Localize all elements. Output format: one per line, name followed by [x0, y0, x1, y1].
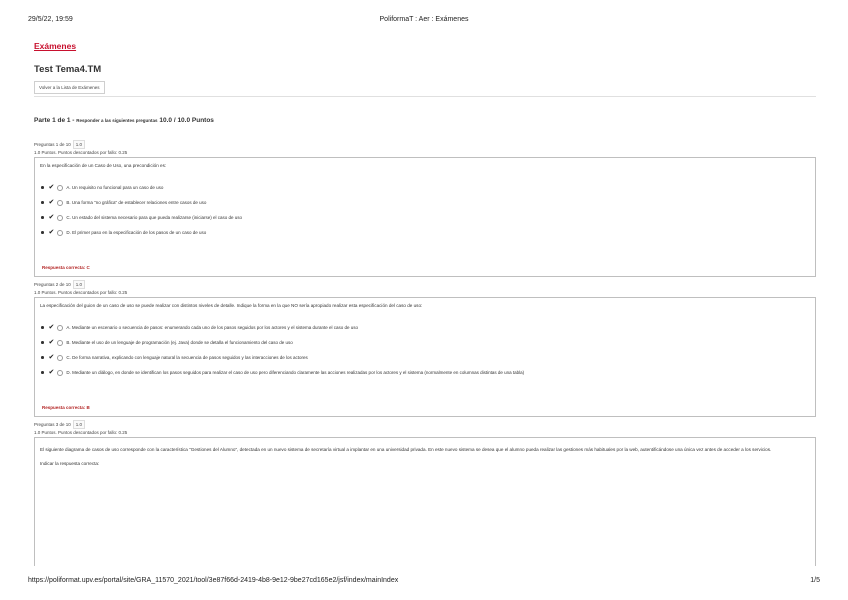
option-label: A. Un requisito no funcional para un caso de uso — [66, 185, 164, 190]
check-icon: ✔ — [48, 184, 55, 191]
radio-button[interactable] — [57, 230, 63, 236]
check-icon: ✔ — [48, 324, 55, 331]
option-a[interactable] — [41, 320, 815, 335]
radio-button[interactable] — [57, 340, 63, 346]
question-text: En la especificación de un Caso de Uso, una precondición es: — [40, 163, 167, 168]
bullet-icon — [41, 356, 44, 359]
check-icon: ✔ — [48, 214, 55, 221]
question-score-badge: 1.0 — [73, 280, 85, 289]
option-label: A. Mediante un escenario o secuencia de pasos: enumerando cada uno de los pasos seguidos por los actores y el sistema durante el caso de uso — [66, 325, 359, 330]
check-icon: ✔ — [48, 339, 55, 346]
check-icon: ✔ — [48, 369, 55, 376]
radio-button[interactable] — [57, 185, 63, 191]
radio-button[interactable] — [57, 200, 63, 206]
option-c[interactable] — [41, 210, 815, 225]
print-footer — [28, 577, 820, 589]
option-a[interactable] — [41, 180, 815, 195]
test-title: Test Tema4.TM — [34, 64, 102, 75]
question-2 — [34, 280, 816, 417]
check-icon: ✔ — [48, 354, 55, 361]
options-list — [41, 180, 815, 240]
bullet-icon — [41, 201, 44, 204]
print-page-number: 1/5 — [810, 577, 820, 584]
check-icon: ✔ — [48, 229, 55, 236]
question-points: 1.0 Puntos. Puntos descontados por fallo: 0.25 — [34, 150, 128, 155]
back-to-list-button[interactable]: Volver a la Lista de Exámenes — [34, 81, 105, 94]
bullet-icon — [41, 231, 44, 234]
part-title: Parte 1 de 1 - — [34, 117, 75, 124]
question-number: Preguntas 2 de 10 — [34, 282, 71, 287]
question-meta — [34, 420, 816, 429]
part-subtitle: Responder a las siguientes preguntas — [76, 118, 158, 123]
question-points: 1.0 Puntos. Puntos descontados por fallo: 0.25 — [34, 430, 128, 435]
question-prompt: Indicar la respuesta correcta: — [40, 461, 100, 466]
options-list — [41, 320, 815, 380]
print-datetime: 29/5/22, 19:59 — [28, 16, 73, 23]
option-label: B. Mediante el uso de un lenguaje de programación (ej. Java) donde se detalla el funcionamiento del caso de uso — [66, 340, 293, 345]
question-meta — [34, 140, 816, 149]
bullet-icon — [41, 186, 44, 189]
question-box — [34, 437, 816, 566]
question-score-badge: 1.0 — [73, 420, 85, 429]
divider — [34, 96, 816, 97]
option-label: B. Una forma "no gráfica" de establecer relaciones entre casos de uso — [66, 200, 207, 205]
option-d[interactable] — [41, 365, 815, 380]
question-1 — [34, 140, 816, 277]
radio-button[interactable] — [57, 325, 63, 331]
bullet-icon — [41, 371, 44, 374]
main-content — [34, 36, 816, 566]
radio-button[interactable] — [57, 355, 63, 361]
option-label: C. Un estado del sistema necesario para que pueda realizarse (iniciarse) el caso de uso — [66, 215, 242, 220]
bullet-icon — [41, 341, 44, 344]
check-icon: ✔ — [48, 199, 55, 206]
radio-button[interactable] — [57, 215, 63, 221]
question-number: Preguntas 3 de 10 — [34, 422, 71, 427]
radio-button[interactable] — [57, 370, 63, 376]
question-3 — [34, 420, 816, 566]
question-box — [34, 297, 816, 417]
question-number: Preguntas 1 de 10 — [34, 142, 71, 147]
print-page-title: PoliformaT : Aer : Exámenes — [379, 16, 469, 23]
option-b[interactable] — [41, 195, 815, 210]
part-heading — [34, 117, 816, 124]
correct-answer: Respuesta correcta: B — [42, 405, 90, 410]
section-link-examenes[interactable]: Exámenes — [34, 41, 77, 51]
bullet-icon — [41, 216, 44, 219]
question-text: El siguiente diagrama de casos de uso corresponde con la característica "Gestiones del Alumno", detectada en un nuevo sistema de secretaría virtual a implantar en una universidad privada. En este nuevo sistema se desea que el alumno pueda realizar las gestiones más habituales por la web, autentificándose una única vez antes de acceder a los servicios. — [40, 447, 772, 452]
print-header — [28, 16, 820, 28]
option-label: D. El primer paso en la especificación de los pasos de un caso de uso — [66, 230, 207, 235]
option-label: C. De forma narrativa, explicando con lenguaje natural la secuencia de pasos seguidos y las interacciones de los actores — [66, 355, 308, 360]
question-score-badge: 1.0 — [73, 140, 85, 149]
option-b[interactable] — [41, 335, 815, 350]
question-box — [34, 157, 816, 277]
print-url: https://poliformat.upv.es/portal/site/GRA_11570_2021/tool/3e87f66d-2419-4b8-9e12-9be27cd165e2/jsf/index/mainIndex — [28, 577, 399, 584]
bullet-icon — [41, 326, 44, 329]
question-text: La especificación del guion de un caso de uso se puede realizar con distintos niveles de detalle. Indique la forma en la que NO sería apropiado realizar esta especificación del caso de uso: — [40, 303, 423, 308]
option-d[interactable] — [41, 225, 815, 240]
option-c[interactable] — [41, 350, 815, 365]
correct-answer: Respuesta correcta: C — [42, 265, 90, 270]
question-points: 1.0 Puntos. Puntos descontados por fallo: 0.25 — [34, 290, 128, 295]
question-meta — [34, 280, 816, 289]
part-score: 10.0 / 10.0 Puntos — [159, 117, 214, 124]
option-label: D. Mediante un diálogo, en donde se identifican los pasos seguidos para realizar el caso de uso pero diferenciando claramente las acciones realizadas por los actores y el sistema (normalmente en columnas distintas de una tabla) — [66, 370, 525, 375]
